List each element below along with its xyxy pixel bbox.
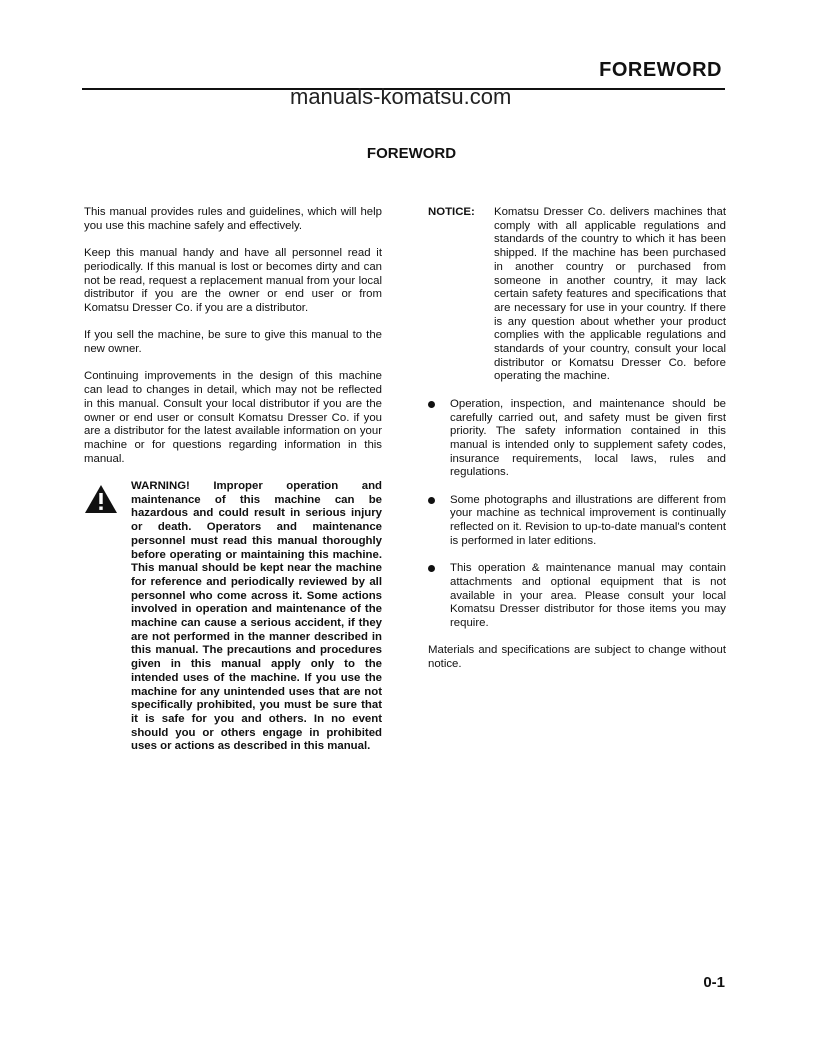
list-item bbox=[428, 398, 726, 480]
closing-paragraph: Materials and specifications are subject to change without notice. bbox=[428, 644, 726, 671]
keep-manual-paragraph: Keep this manual handy and have all personnel read it periodically. If this manual is lost or becomes dirty and can not be read, request a replacement manual from your local distributor if you are the owner or end user or from Komatsu Dresser Co. if you are a distributor. bbox=[84, 247, 382, 314]
right-column bbox=[428, 206, 726, 672]
page-number: 0-1 bbox=[703, 974, 725, 991]
notice-block bbox=[428, 206, 726, 384]
warning-block bbox=[84, 480, 382, 754]
bullet-text: Some photographs and illustrations are different from your machine as technical improvement is continually reflected on it. Revision to up-to-date manual's content is performed in later editions. bbox=[450, 493, 726, 547]
bullet-text: This operation & maintenance manual may contain attachments and optional equipment that is not available in your area. Please consult your local Komatsu Dresser distributor for those items you may require. bbox=[450, 562, 726, 630]
list-item bbox=[428, 494, 726, 549]
left-column bbox=[84, 206, 382, 754]
warning-text: WARNING! Improper operation and maintenance of this machine can be hazardous and could result in serious injury or death. Operators and maintenance personnel must read this manual thoroughly before operating or maintaining this machine. This manual should be kept near the machine for reference and periodically reviewed by all personnel who come across it. Some actions involved in operation and maintenance of the machine can cause a serious accident, if they are not performed in the manner described in this manual. The precautions and procedures given in this manual apply only to the intended uses of the machine. If you use the machine for any unintended uses that are not specifically prohibited, you must be sure that it is safe for you and others. In no event should you or others engage in prohibited uses or actions as described in this manual. bbox=[131, 480, 382, 753]
bullet-icon bbox=[428, 497, 435, 504]
watermark: manuals-komatsu.com bbox=[290, 84, 512, 109]
header-title: FOREWORD bbox=[599, 59, 722, 81]
sell-machine-paragraph: If you sell the machine, be sure to give this manual to the new owner. bbox=[84, 329, 382, 355]
page-heading bbox=[0, 145, 823, 162]
bullet-icon bbox=[428, 565, 435, 572]
intro-paragraph: This manual provides rules and guidelines, which will help you use this machine safely and effectively. bbox=[84, 206, 382, 232]
page-heading-text: FOREWORD bbox=[366, 145, 457, 162]
bullet-list bbox=[428, 398, 726, 631]
bullet-text: Operation, inspection, and maintenance should be carefully carried out, and safety must be given first priority. The safety information contained in this manual is intended only to supplement safety codes, insurance requirements, local laws, rules and regulations. bbox=[450, 397, 726, 479]
improvements-paragraph: Continuing improvements in the design of this machine can lead to changes in detail, which may not be reflected in this manual. Consult your local distributor if you are the owner or end user or consult Komatsu Dresser Co. if you are a distributor for the latest available information on your machine or for questions regarding information in this manual. bbox=[84, 370, 382, 465]
notice-text: Komatsu Dresser Co. delivers machines that comply with all applicable regulations and standards of the country to which it has been shipped. If the machine has been purchased in another country or purchased from someone in another country, it may lack certain safety features and specifications that are necessary for use in your country. If there is any question about whether your product complies with the applicable regulations and standards of your country, consult your local distributor or Komatsu Dresser Co. before operating the machine. bbox=[494, 206, 726, 383]
list-item bbox=[428, 562, 726, 631]
warning-triangle-icon bbox=[84, 484, 118, 514]
notice-label: NOTICE: bbox=[428, 206, 475, 218]
bullet-icon bbox=[428, 401, 435, 408]
